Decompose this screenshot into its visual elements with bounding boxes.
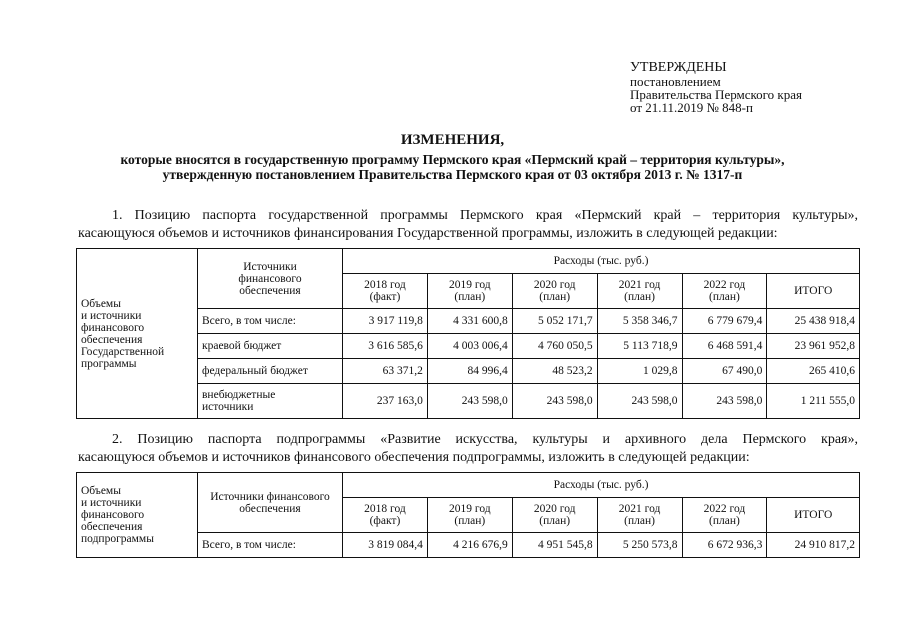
value-cell: 6 468 591,4: [682, 334, 767, 359]
approval-line-2: Правительства Пермского края: [630, 87, 802, 102]
year-header-cell: 2018 год (факт): [343, 274, 428, 309]
year-header-cell: 2019 год (план): [427, 274, 512, 309]
value-cell: 5 250 573,8: [597, 533, 682, 558]
year-header-cell: 2021 год (план): [597, 498, 682, 533]
year-header-cell: 2020 год (план): [512, 274, 597, 309]
value-cell: 63 371,2: [343, 359, 428, 384]
value-cell: 5 113 718,9: [597, 334, 682, 359]
value-cell: 24 910 817,2: [767, 533, 860, 558]
expenses-header-cell: Расходы (тыс. руб.): [343, 249, 860, 274]
source-cell: Всего, в том числе:: [198, 533, 343, 558]
paragraph-1-line-2: касающуюся объемов и источников финансирования Государственной программы, изложить в следующей редакции:: [78, 226, 778, 241]
value-cell: 243 598,0: [512, 384, 597, 419]
value-cell: 23 961 952,8: [767, 334, 860, 359]
year-header-cell: 2020 год (план): [512, 498, 597, 533]
row-header-cell: Объемы и источники финансового обеспечения подпрограммы: [77, 473, 198, 558]
year-header-cell: 2022 год (план): [682, 498, 767, 533]
approval-line-1: постановлением: [630, 74, 721, 89]
year-header-cell: ИТОГО: [767, 274, 860, 309]
value-cell: 1 211 555,0: [767, 384, 860, 419]
year-header-cell: 2021 год (план): [597, 274, 682, 309]
subtitle-line-2: утвержденную постановлением Правительства Пермского края от 03 октября 2013 г. № 1317-п: [162, 167, 743, 182]
paragraph-2-line-2: касающуюся объемов и источников финансового обеспечения подпрограммы, изложить в следующей редакции:: [78, 450, 750, 465]
value-cell: 4 216 676,9: [427, 533, 512, 558]
source-cell: краевой бюджет: [198, 334, 343, 359]
value-cell: 243 598,0: [682, 384, 767, 419]
approval-heading: УТВЕРЖДЕНЫ: [630, 60, 727, 75]
funding-table-subprogram: [76, 472, 860, 558]
approval-stamp: [630, 60, 890, 114]
subtitle-line-1: которые вносятся в государственную программу Пермского края «Пермский край – территория культуры»,: [120, 152, 785, 167]
value-cell: 1 029,8: [597, 359, 682, 384]
value-cell: 4 331 600,8: [427, 309, 512, 334]
value-cell: 48 523,2: [512, 359, 597, 384]
value-cell: 25 438 918,4: [767, 309, 860, 334]
source-cell: федеральный бюджет: [198, 359, 343, 384]
value-cell: 4 760 050,5: [512, 334, 597, 359]
year-header-cell: 2018 год (факт): [343, 498, 428, 533]
paragraph-1: [78, 207, 858, 243]
value-cell: 3 616 585,6: [343, 334, 428, 359]
document-subtitle: [0, 152, 905, 182]
value-cell: 243 598,0: [597, 384, 682, 419]
approval-line-3: от 21.11.2019 № 848-п: [630, 100, 753, 115]
value-cell: 243 598,0: [427, 384, 512, 419]
source-header-cell: Источники финансового обеспечения: [198, 473, 343, 533]
value-cell: 237 163,0: [343, 384, 428, 419]
year-header-cell: 2019 год (план): [427, 498, 512, 533]
row-header-cell: Объемы и источники финансового обеспечения Государственной программы: [77, 249, 198, 419]
source-cell: Всего, в том числе:: [198, 309, 343, 334]
paragraph-2-line-1: 2. Позицию паспорта подпрограммы «Развитие искусства, культуры и архивного дела Пермского края»,: [112, 432, 858, 447]
value-cell: 84 996,4: [427, 359, 512, 384]
value-cell: 3 819 084,4: [343, 533, 428, 558]
paragraph-1-line-1: 1. Позицию паспорта государственной программы Пермского края «Пермский край – территория культуры»,: [112, 208, 858, 223]
source-header-cell: Источники финансового обеспечения: [198, 249, 343, 309]
value-cell: 4 951 545,8: [512, 533, 597, 558]
value-cell: 4 003 006,4: [427, 334, 512, 359]
paragraph-2: [78, 431, 858, 467]
year-header-cell: 2022 год (план): [682, 274, 767, 309]
document-title: ИЗМЕНЕНИЯ,: [400, 132, 505, 148]
value-cell: 3 917 119,8: [343, 309, 428, 334]
expenses-header-cell: Расходы (тыс. руб.): [343, 473, 860, 498]
value-cell: 265 410,6: [767, 359, 860, 384]
value-cell: 67 490,0: [682, 359, 767, 384]
value-cell: 5 358 346,7: [597, 309, 682, 334]
source-cell: внебюджетные источники: [198, 384, 343, 419]
value-cell: 5 052 171,7: [512, 309, 597, 334]
value-cell: 6 672 936,3: [682, 533, 767, 558]
year-header-cell: ИТОГО: [767, 498, 860, 533]
value-cell: 6 779 679,4: [682, 309, 767, 334]
funding-table-program: [76, 248, 860, 419]
